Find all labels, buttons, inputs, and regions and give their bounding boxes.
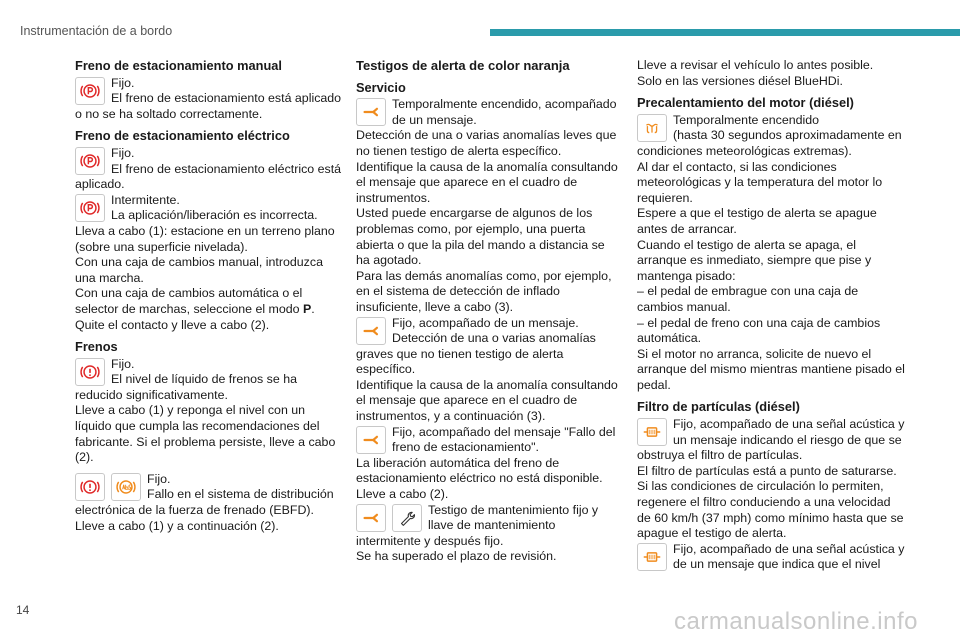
text: Detección de una o varias anomalías graves que no tienen testigo de alerta específico. — [356, 331, 596, 377]
block-ebfd — [75, 472, 345, 534]
wrench-icon — [356, 426, 386, 454]
watermark: carmanualsonline.info — [674, 608, 918, 635]
text: Fijo, acompañado de una señal acústica y un mensaje indicando el riesgo de que se obstruya el filtro de partículas. — [637, 417, 905, 463]
text: Cuando el testigo de alerta se apaga, el arranque es inmediato, siempre que pise y mantenga pisado: — [637, 237, 872, 283]
text: Lleve a revisar el vehículo lo antes posible. — [637, 58, 874, 72]
text: Lleve a cabo (2). — [356, 487, 449, 502]
text: El nivel de líquido de frenos se ha reducido significativamente. — [75, 372, 297, 402]
heading-orange-warnings: Testigos de alerta de color naranja — [356, 58, 570, 73]
text: Si el motor no arranca, solicite de nuevo el arranque del mismo mientras mantiene pisado el pedal. — [637, 346, 905, 392]
heading-particle-filter: Filtro de partículas (diésel) — [637, 399, 800, 415]
wrench-icon — [356, 98, 386, 126]
block-service-epb-fault — [356, 425, 621, 503]
text: Quite el contacto y lleve a cabo (2). — [75, 317, 270, 332]
text: Fijo. — [111, 145, 135, 160]
column-3 — [637, 58, 907, 573]
text: Lleve a cabo (1) y reponga el nivel con un líquido que cumpla las recomendaciones del fabricante. Si el problema persiste, lleve a cabo (2). — [75, 403, 336, 465]
column-2 — [356, 58, 621, 565]
parking-brake-icon — [75, 147, 105, 175]
text: Usted puede encargarse de algunos de los problemas como, por ejemplo, una puerta abierta o que la pila del mando a distancia se ha agotado. — [356, 206, 605, 268]
heading-service: Servicio — [356, 79, 406, 95]
brake-warning-icon — [75, 358, 105, 386]
particle-filter-icon — [637, 543, 667, 571]
wrench-icon — [356, 504, 386, 532]
heading-manual-parking-brake: Freno de estacionamiento manual — [75, 58, 282, 73]
page-number: 14 — [16, 603, 30, 617]
block-brakes — [75, 357, 345, 466]
wrench-icon — [356, 317, 386, 345]
spanner-icon — [392, 504, 422, 532]
text: El filtro de partículas está a punto de saturarse. Si las condiciones de circulación lo permiten, regenere el filtro conduciendo a una velocidad de 60 km/h (37 mph) como mínimo hasta que se apague el testigo de alerta. — [637, 463, 904, 541]
heading-electric-parking-brake: Freno de estacionamiento eléctrico — [75, 128, 290, 144]
particle-filter-icon — [637, 418, 667, 446]
block-particle-filter — [637, 417, 907, 542]
text — [75, 286, 345, 317]
text: Identifique la causa de la anomalía consultando el mensaje que aparece en el cuadro de instrumentos. — [356, 159, 618, 205]
text: Lleva a cabo (1): estacione en un terreno plano (sobre una superficie nivelada). — [75, 223, 335, 254]
text: Intermitente. — [111, 192, 180, 207]
text: Espere a que el testigo de alerta se apague antes de arrancar. — [637, 206, 877, 236]
page-header-title: Instrumentación de a bordo — [20, 24, 173, 38]
parking-brake-icon — [75, 194, 105, 222]
text: La aplicación/liberación es incorrecta. — [111, 208, 318, 223]
block-epb-fixed — [75, 146, 345, 193]
abs-icon — [111, 473, 141, 501]
text: – el pedal de embrague con una caja de cambios manual. — [637, 284, 859, 314]
text: (hasta 30 segundos aproximadamente en condiciones meteorológicas extremas). — [637, 128, 902, 158]
text: Fijo, acompañado de una señal acústica y de un mensaje que indica que el nivel — [673, 541, 905, 572]
text: Con una caja de cambios manual, introduzca una marcha. — [75, 255, 323, 285]
text: El freno de estacionamiento está aplicado o no se ha soltado correctamente. — [75, 91, 342, 121]
text: El freno de estacionamiento eléctrico está aplicado. — [75, 161, 342, 192]
text: Al dar el contacto, si las condiciones meteorológicas y la temperatura del motor lo requieren. — [637, 159, 883, 205]
text: Temporalmente encendido — [673, 112, 820, 127]
block-service-fixed — [356, 316, 621, 425]
text: . — [311, 301, 315, 316]
block-preheating — [637, 113, 907, 394]
heading-brakes: Frenos — [75, 339, 118, 355]
block-particle-filter-level — [637, 542, 907, 573]
text: Lleve a cabo (1) y a continuación (2). — [75, 518, 279, 533]
text: Detección de una o varias anomalías leves que no tienen testigo de alerta específico. — [356, 128, 617, 158]
parking-brake-icon — [75, 77, 105, 105]
text: Fijo, acompañado del mensaje "Fallo del freno de estacionamiento". — [392, 424, 616, 455]
header-accent-bar — [490, 29, 960, 36]
glow-plug-icon — [637, 114, 667, 142]
block-service-maintenance — [356, 503, 621, 565]
text: La liberación automática del freno de estacionamiento eléctrico no está disponible. — [356, 455, 603, 486]
text: Para las demás anomalías como, por ejemplo, en el sistema de detección de inflado insuficiente, lleve a cabo (3). — [356, 268, 612, 314]
text: – el pedal de freno con una caja de cambios automática. — [637, 315, 881, 346]
text: Con una caja de cambios automática o el selector de marchas, seleccione el modo — [75, 286, 303, 316]
text: Se ha superado el plazo de revisión. — [356, 549, 557, 564]
text: Fijo. — [147, 471, 171, 486]
block-service-temp — [356, 97, 621, 315]
text: Fijo, acompañado de un mensaje. — [392, 315, 579, 330]
column-1 — [75, 58, 345, 534]
gear-mode-p: P — [302, 301, 312, 316]
text: Fijo. — [111, 356, 135, 371]
brake-warning-icon — [75, 473, 105, 501]
block-manual-parking-brake — [75, 76, 345, 123]
text: Solo en las versiones diésel BlueHDi. — [637, 73, 843, 88]
text: Fallo en el sistema de distribución electrónica de la fuerza de frenado (EBFD). — [75, 487, 334, 518]
text: Testigo de mantenimiento fijo y llave de mantenimiento intermitente y después fijo. — [356, 502, 599, 548]
text: Identifique la causa de la anomalía consultando el mensaje que aparece en el cuadro de instrumentos, y a continuación (3). — [356, 377, 618, 424]
heading-preheating: Precalentamiento del motor (diésel) — [637, 95, 854, 111]
text: Fijo. — [111, 75, 135, 90]
block-epb-flashing — [75, 193, 345, 333]
text: Temporalmente encendido, acompañado de un mensaje. — [392, 97, 617, 127]
